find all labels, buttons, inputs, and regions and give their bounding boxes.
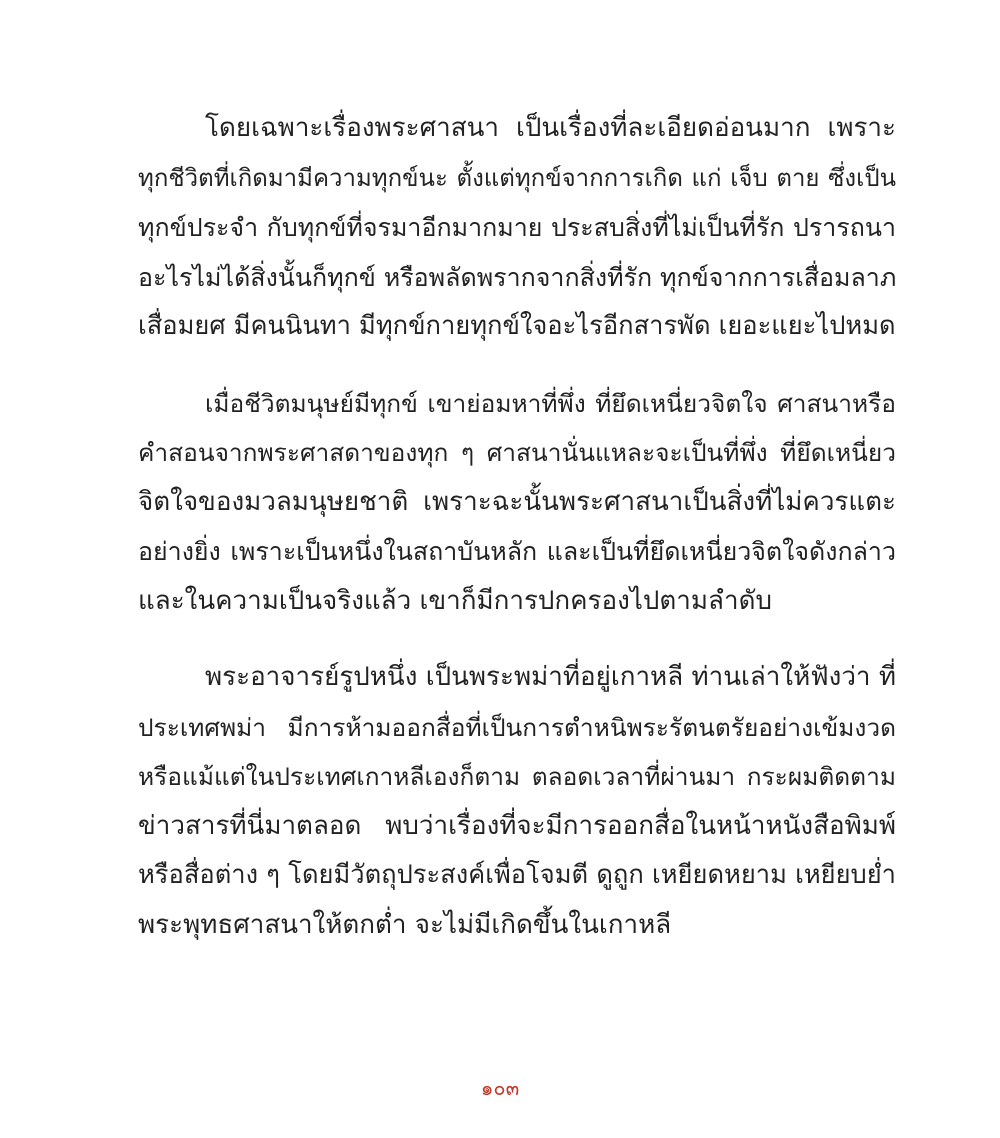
text-line: ทุกชีวิตที่เกิดมามีความทุกข์นะ ตั้งแต่ทุกข์จากการเกิด แก่ เจ็บ ตาย ซึ่งเป็น — [138, 163, 896, 192]
text-line: เมื่อชีวิตมนุษย์มีทุกข์ เขาย่อมหาที่พึ่ง ที่ยึดเหนี่ยวจิตใจ ศาสนาหรือ — [205, 388, 896, 418]
text-line: คำสอนจากพระศาสดาของทุก ๆ ศาสนานั่นแหละจะเป็นที่พึ่ง ที่ยึดเหนี่ยว — [138, 438, 896, 467]
text-line: ทุกข์ประจำ กับทุกข์ที่จรมาอีกมากมาย ประสบสิ่งที่ไม่เป็นที่รัก ปรารถนา — [138, 213, 896, 242]
paragraph-1 — [138, 104, 896, 352]
text-line: อะไรไม่ได้สิ่งนั้นก็ทุกข์ หรือพลัดพรากจากสิ่งที่รัก ทุกข์จากการเสื่อมลาภ — [138, 262, 897, 292]
text-line: อย่างยิ่ง เพราะเป็นหนึ่งในสถาบันหลัก และเป็นที่ยึดเหนี่ยวจิตใจดังกล่าว — [138, 537, 896, 566]
text-line: โดยเฉพาะเรื่องพระศาสนา เป็นเรื่องที่ละเอียดอ่อนมาก เพราะ — [205, 113, 896, 143]
text-line: หรือแม้แต่ในประเทศเกาหลีเองก็ตาม ตลอดเวลาที่ผ่านมา กระผมติดตาม — [138, 762, 896, 791]
paragraph-3 — [138, 653, 896, 950]
body-text — [138, 104, 896, 977]
text-line: ประเทศพม่า มีการห้ามออกสื่อที่เป็นการตำหนิพระรัตนตรัยอย่างเข้มงวด — [138, 712, 896, 742]
text-line: จิตใจของมวลมนุษยชาติ เพราะฉะนั้นพระศาสนาเป็นสิ่งที่ไม่ควรแตะ — [138, 486, 896, 517]
text-line: และในความเป็นจริงแล้ว เขาก็มีการปกครองไปตามลำดับ — [138, 585, 772, 616]
text-line: หรือสื่อต่าง ๆ โดยมีวัตถุประสงค์เพื่อโจมตี ดูถูก เหยียดหยาม เหยียบย่ำ — [138, 860, 896, 890]
paragraph-2 — [138, 379, 896, 627]
page-number: ๑๐๓ — [480, 1076, 520, 1100]
text-line: ข่าวสารที่นี่มาตลอด พบว่าเรื่องที่จะมีการออกสื่อในหน้าหนังสือพิมพ์ — [138, 810, 896, 841]
text-line: พระพุทธศาสนาให้ตกต่ำ จะไม่มีเกิดขึ้นในเกาหลี — [138, 909, 672, 940]
text-line: เสื่อมยศ มีคนนินทา มีทุกข์กายทุกข์ใจอะไรอีกสารพัด เยอะแยะไปหมด — [138, 311, 896, 341]
text-line: พระอาจารย์รูปหนึ่ง เป็นพระพม่าที่อยู่เกาหลี ท่านเล่าให้ฟังว่า ที่ — [205, 662, 896, 692]
